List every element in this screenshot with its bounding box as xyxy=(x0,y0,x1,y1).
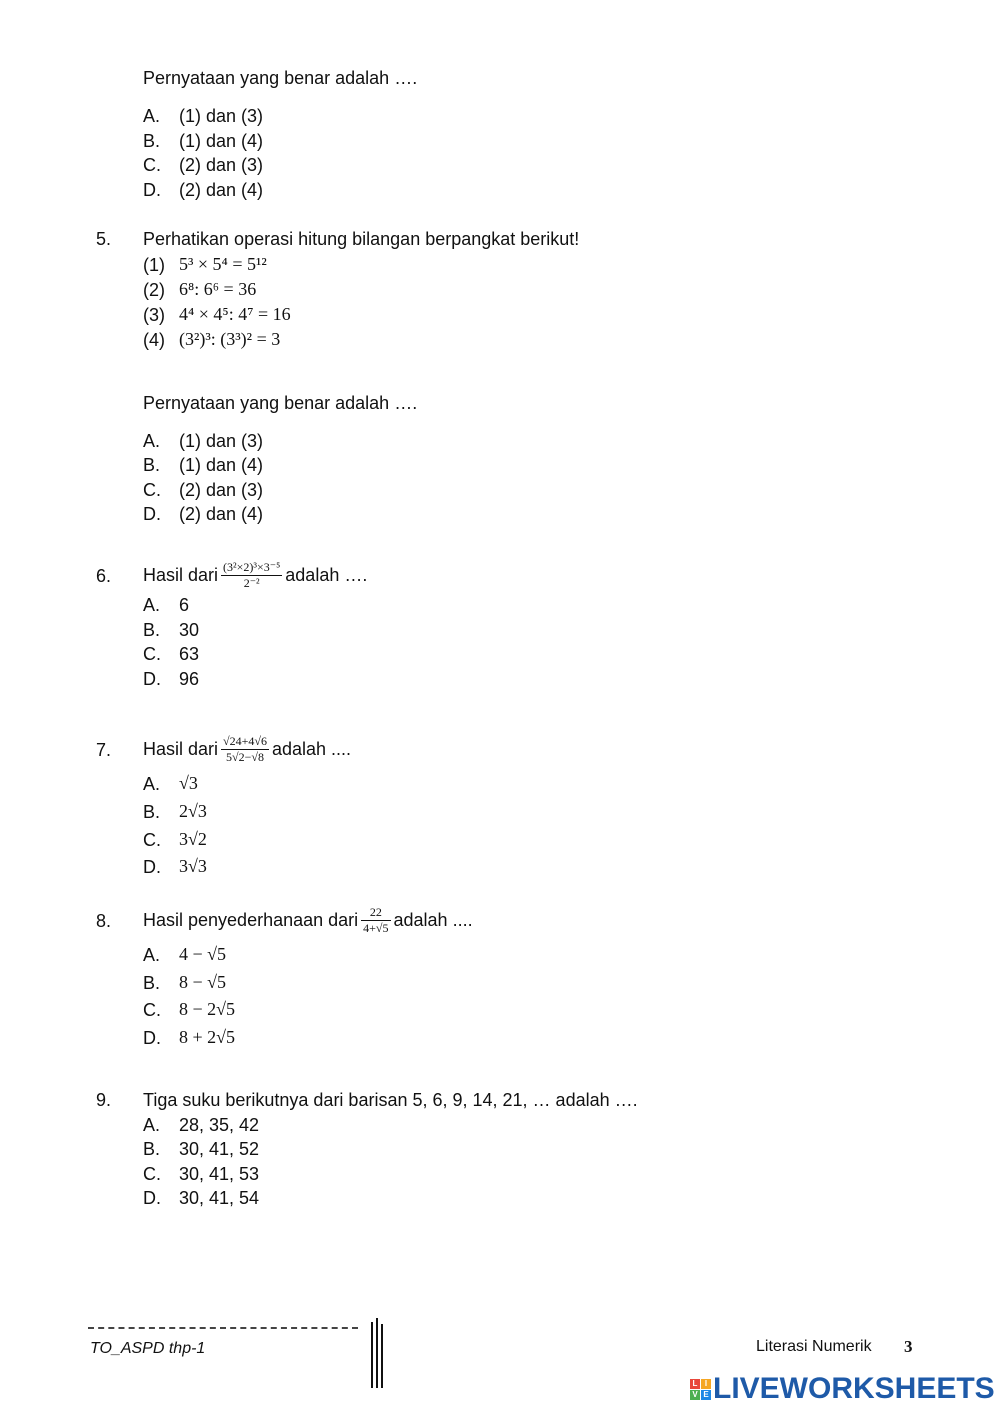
q5-statement-3-label: (3) xyxy=(143,305,165,325)
q4-option-d[interactable]: (2) dan (4) xyxy=(179,180,264,200)
q5-option-c[interactable]: (2) dan (3) xyxy=(179,480,264,500)
q6-text xyxy=(143,552,367,598)
q5-option-a-letter: A. xyxy=(143,431,161,451)
q6-option-c[interactable]: 63 xyxy=(179,644,200,664)
liveworksheets-wordmark: LIVEWORKSHEETS xyxy=(713,1372,995,1405)
q8-option-d[interactable]: 8 + 2√5 xyxy=(179,1027,236,1047)
q8-option-b[interactable]: 8 − √5 xyxy=(179,972,227,992)
q8-fraction-numerator: 22 xyxy=(361,905,390,921)
q4-option-c-letter: C. xyxy=(143,155,161,175)
q9-option-a[interactable]: 28, 35, 42 xyxy=(179,1115,260,1135)
q4-option-d-letter: D. xyxy=(143,180,161,200)
q4-option-a-letter: A. xyxy=(143,106,161,126)
q9-option-d[interactable]: 30, 41, 54 xyxy=(179,1188,260,1208)
q5-statement-2-label: (2) xyxy=(143,280,165,300)
page-number: 3 xyxy=(904,1337,913,1356)
q8-option-c-letter: C. xyxy=(143,1000,161,1020)
q4-option-b[interactable]: (1) dan (4) xyxy=(179,131,264,151)
q5-statement-1-label: (1) xyxy=(143,255,165,275)
q9-number: 9. xyxy=(96,1090,112,1110)
q7-option-b-letter: B. xyxy=(143,802,161,822)
q7-option-d-letter: D. xyxy=(143,857,161,877)
q8-text-after: adalah .... xyxy=(393,909,473,930)
liveworksheets-logo-grid-icon xyxy=(690,1379,711,1400)
q7-option-a[interactable]: √3 xyxy=(179,773,198,793)
q5-number: 5. xyxy=(96,229,112,249)
q7-option-d[interactable]: 3√3 xyxy=(179,856,207,876)
q7-option-b[interactable]: 2√3 xyxy=(179,801,207,821)
q7-option-a-letter: A. xyxy=(143,774,161,794)
liveworksheets-logo[interactable] xyxy=(690,1372,995,1406)
logo-cell-i: I xyxy=(701,1379,711,1389)
q8-fraction-denominator: 4+√5 xyxy=(363,920,389,935)
q8-option-c[interactable]: 8 − 2√5 xyxy=(179,999,236,1019)
q9-option-c-letter: C. xyxy=(143,1164,161,1184)
footer-vertical-bars xyxy=(369,1318,385,1388)
footer-dashed-line xyxy=(88,1327,358,1329)
q6-option-b[interactable]: 30 xyxy=(179,620,200,640)
q4-prompt: Pernyataan yang benar adalah …. xyxy=(143,68,418,88)
q8-text xyxy=(143,897,473,943)
q6-option-b-letter: B. xyxy=(143,620,161,640)
q6-option-c-letter: C. xyxy=(143,644,161,664)
q7-fraction-numerator: √24+4√6 xyxy=(223,733,267,748)
q8-option-a[interactable]: 4 − √5 xyxy=(179,944,227,964)
q4-option-a[interactable]: (1) dan (3) xyxy=(179,106,264,126)
q6-option-a-letter: A. xyxy=(143,595,161,615)
q5-option-c-letter: C. xyxy=(143,480,161,500)
q5-text: Perhatikan operasi hitung bilangan berpangkat berikut! xyxy=(143,229,580,249)
logo-cell-e: E xyxy=(701,1390,711,1400)
q9-option-d-letter: D. xyxy=(143,1188,161,1208)
q8-option-a-letter: A. xyxy=(143,945,161,965)
q5-option-d-letter: D. xyxy=(143,504,161,524)
q7-fraction xyxy=(221,734,269,765)
q8-number: 8. xyxy=(96,911,112,931)
footer-subject: Literasi Numerik xyxy=(756,1338,872,1355)
q5-statement-1: 5³ × 5⁴ = 5¹² xyxy=(179,254,267,274)
q5-statement-4: (3²)³: (3³)² = 3 xyxy=(179,329,281,349)
q7-number: 7. xyxy=(96,740,112,760)
q6-text-before: Hasil dari xyxy=(143,564,219,585)
q7-text-after: adalah .... xyxy=(271,738,352,759)
q6-fraction-denominator: 2⁻² xyxy=(243,575,260,590)
q5-option-b-letter: B. xyxy=(143,455,161,475)
q9-option-b[interactable]: 30, 41, 52 xyxy=(179,1139,260,1159)
q9-text: Tiga suku berikutnya dari barisan 5, 6, 9, 14, 21, … adalah …. xyxy=(143,1090,638,1110)
q7-option-c[interactable]: 3√2 xyxy=(179,829,207,849)
q7-fraction-denominator: 5√2−√8 xyxy=(226,749,264,764)
q5-statement-4-label: (4) xyxy=(143,330,165,350)
logo-cell-v: V xyxy=(690,1390,700,1400)
q6-text-after: adalah …. xyxy=(285,564,368,585)
q6-option-d[interactable]: 96 xyxy=(179,669,200,689)
q5-statement-3: 4⁴ × 4⁵: 4⁷ = 16 xyxy=(179,304,291,324)
q5-statement-2: 6⁸: 6⁶ = 36 xyxy=(179,279,257,299)
q7-text xyxy=(143,726,351,772)
q7-option-c-letter: C. xyxy=(143,830,161,850)
q9-option-c[interactable]: 30, 41, 53 xyxy=(179,1164,260,1184)
q6-fraction xyxy=(221,560,282,591)
q7-text-before: Hasil dari xyxy=(143,738,219,759)
q8-text-before: Hasil penyederhanaan dari xyxy=(143,909,359,930)
q8-option-d-letter: D. xyxy=(143,1028,161,1048)
q6-fraction-numerator: (3²×2)³×3⁻⁵ xyxy=(223,559,281,574)
q8-option-b-letter: B. xyxy=(143,973,161,993)
q6-option-a[interactable]: 6 xyxy=(179,595,190,615)
q6-number: 6. xyxy=(96,566,112,586)
q8-fraction xyxy=(361,905,390,936)
q5-option-a[interactable]: (1) dan (3) xyxy=(179,431,264,451)
q4-option-b-letter: B. xyxy=(143,131,161,151)
q6-option-d-letter: D. xyxy=(143,669,161,689)
footer-doc-code: TO_ASPD thp-1 xyxy=(90,1340,206,1357)
q4-option-c[interactable]: (2) dan (3) xyxy=(179,155,264,175)
q9-option-b-letter: B. xyxy=(143,1139,161,1159)
q5-option-b[interactable]: (1) dan (4) xyxy=(179,455,264,475)
q5-option-d[interactable]: (2) dan (4) xyxy=(179,504,264,524)
q9-option-a-letter: A. xyxy=(143,1115,161,1135)
logo-cell-l: L xyxy=(690,1379,700,1389)
q5-prompt: Pernyataan yang benar adalah …. xyxy=(143,393,418,413)
